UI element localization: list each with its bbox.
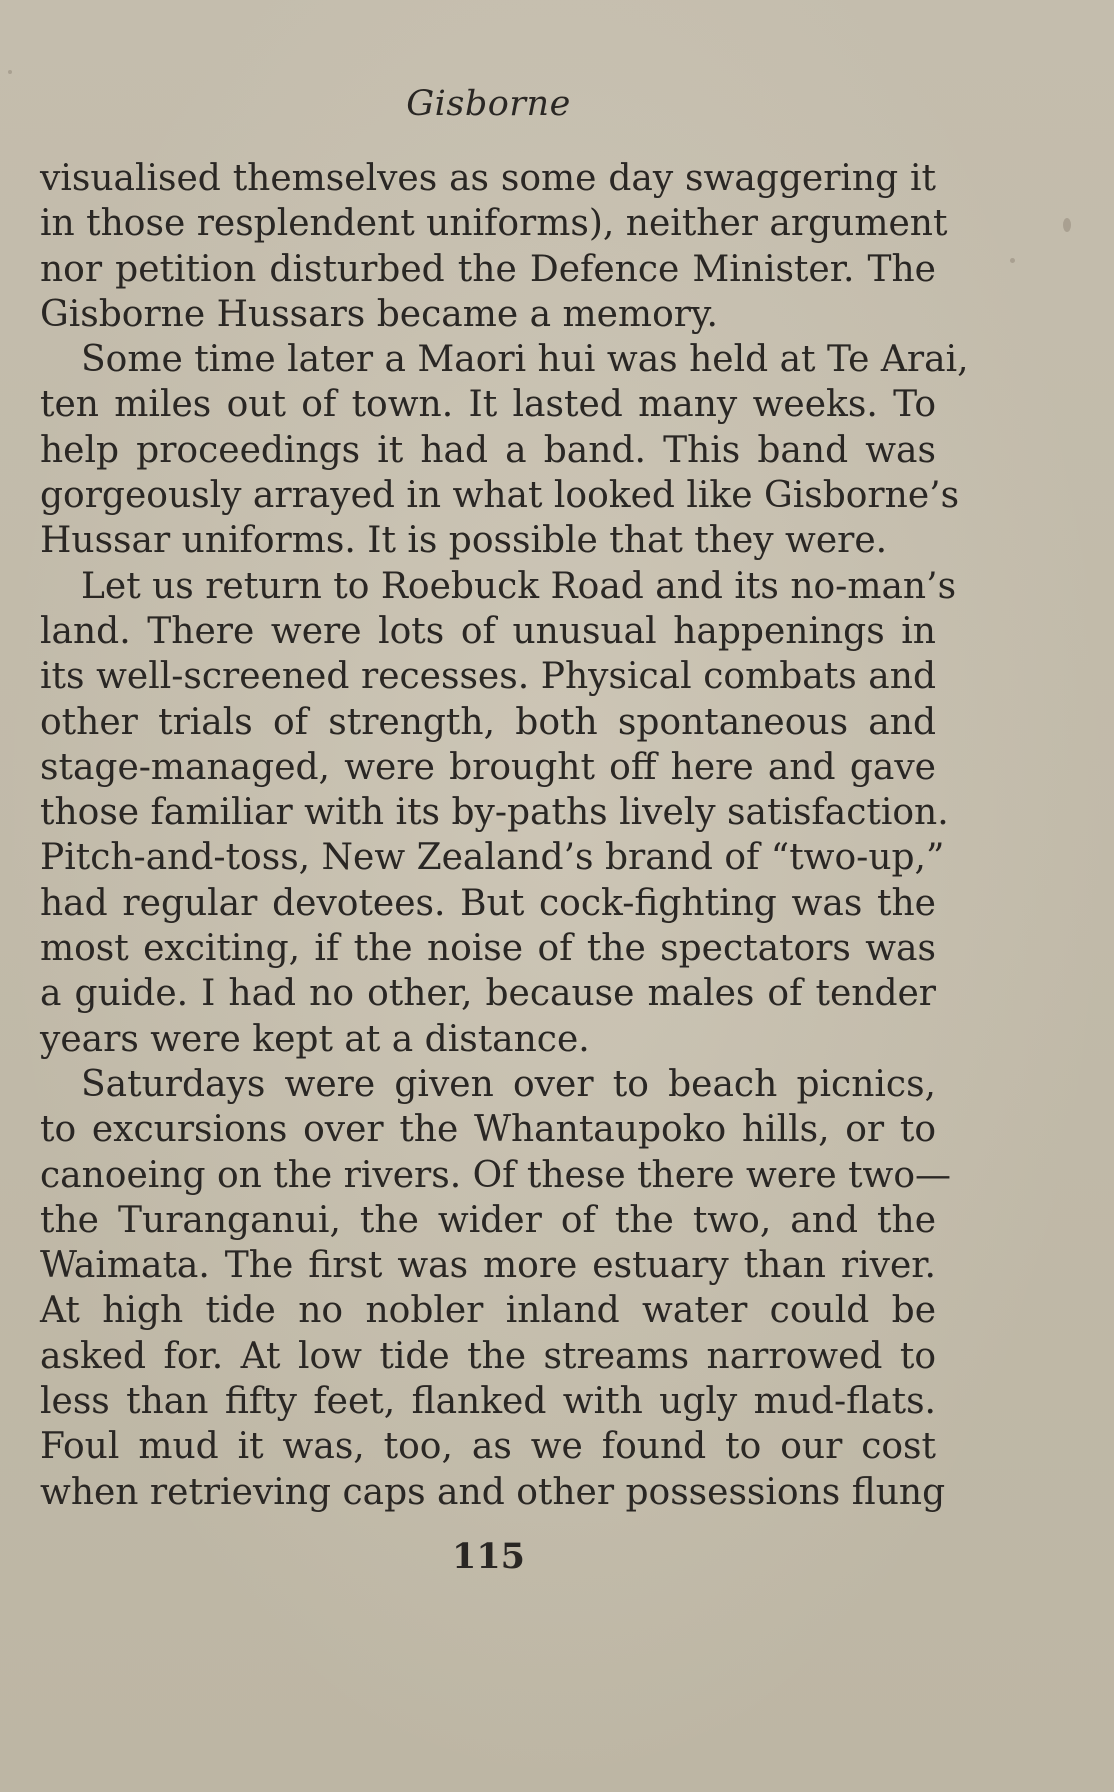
text-line: stage-managed, were brought off here and gave <box>40 746 936 788</box>
text-line: Waimata. The first was more estuary than river. <box>40 1245 936 1287</box>
text-line: Some time later a Maori hui was held at Te Arai, <box>81 339 969 381</box>
text-line: Hussar uniforms. It is possible that they were. <box>40 520 888 562</box>
running-head: Gisborne <box>406 84 571 124</box>
text-line: had regular devotees. But cock-fighting was the <box>40 882 936 924</box>
text-line: a guide. I had no other, because males of tender <box>40 973 936 1015</box>
text-line: land. There were lots of unusual happenings in <box>40 610 936 652</box>
text-line: less than fifty feet, flanked with ugly mud-flats. <box>40 1381 936 1423</box>
text-line: Pitch-and-toss, New Zealand’s brand of “two-up,” <box>40 837 945 879</box>
text-line: the Turanganui, the wider of the two, and the <box>40 1199 936 1241</box>
page-number: 115 <box>451 1536 526 1577</box>
text-line: those familiar with its by-paths lively satisfaction. <box>40 792 949 834</box>
paper-speck <box>1010 258 1015 263</box>
text-line: canoeing on the rivers. Of these there were two— <box>40 1154 952 1196</box>
text-line: Let us return to Roebuck Road and its no-man’s <box>81 565 957 607</box>
body-text <box>40 156 969 1515</box>
text-line: its well-screened recesses. Physical combats and <box>40 656 936 698</box>
text-line: Foul mud it was, too, as we found to our cost <box>40 1426 936 1468</box>
paper-speck <box>1063 218 1071 232</box>
text-line: help proceedings it had a band. This band was <box>40 429 936 471</box>
text-line: Saturdays were given over to beach picnics, <box>81 1063 936 1105</box>
text-line: visualised themselves as some day swaggering it <box>40 158 936 199</box>
text-line: nor petition disturbed the Defence Minister. The <box>40 248 936 290</box>
text-line: asked for. At low tide the streams narrowed to <box>40 1335 936 1377</box>
text-line: to excursions over the Whantaupoko hills, or to <box>40 1109 936 1151</box>
text-line: in those resplendent uniforms), neither argument <box>40 203 948 245</box>
text-line: Gisborne Hussars became a memory. <box>40 293 718 335</box>
text-line: At high tide no nobler inland water could be <box>40 1290 936 1332</box>
text-line: most exciting, if the noise of the spectators was <box>40 928 936 970</box>
text-line: ten miles out of town. It lasted many weeks. To <box>40 384 936 426</box>
text-line: years were kept at a distance. <box>40 1018 590 1060</box>
text-line: other trials of strength, both spontaneous and <box>40 701 936 743</box>
paper-speck <box>8 70 12 74</box>
text-line: gorgeously arrayed in what looked like Gisborne’s <box>40 475 960 517</box>
text-line: when retrieving caps and other possessions flung <box>40 1471 946 1513</box>
